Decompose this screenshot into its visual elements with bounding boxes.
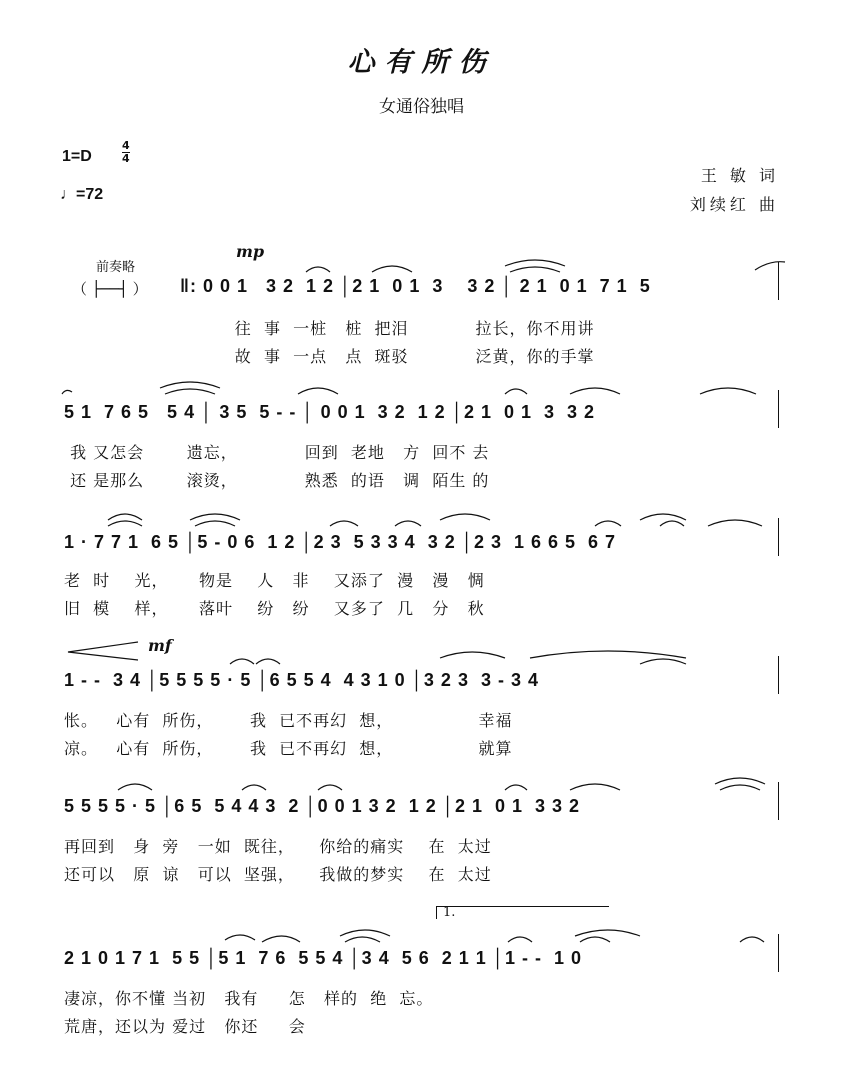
lyrics-verse1-line-4: 怅。 心有 所伤， 我 已不再幻 想， 幸福 <box>64 711 513 730</box>
barline <box>778 390 779 428</box>
lyricist-credit: 王 敏 词 <box>700 166 779 185</box>
lyrics-verse2-line-4: 凉。 心有 所伤， 我 已不再幻 想， 就算 <box>64 739 513 758</box>
notes-line-1: ‖: 0 0 1 3 2 1 2 │2 1 0 1 3 3 2 │ 2 1 0 1 7 1 5 <box>180 276 657 296</box>
lyrics-verse2-line-1: 故 事 一点 点 斑驳 泛黄，你的手掌 <box>180 347 595 366</box>
notes-line-2: 5 1 7 6 5 5 4 │ 3 5 5 - - │ 0 0 1 3 2 1 2 │2 1 0 1 3 3 2 <box>64 402 596 422</box>
volta-bracket <box>436 906 609 919</box>
time-signature-top: 4 <box>122 139 130 152</box>
notes-line-3: 1 · 7 7 1 6 5 │5 - 0 6 1 2 │2 3 5 3 3 4 3 2 │2 3 1 6 6 5 6 7 <box>64 532 617 552</box>
lyrics-verse1-line-6: 凄凉，你不懂 当初 我有 怎 样的 绝 忘。 <box>64 989 434 1008</box>
time-signature-bottom: 4 <box>122 152 130 165</box>
song-title: 心有所伤 <box>347 47 496 78</box>
lyrics-verse1-line-2: 我 又怎会 遗忘， 回到 老地 方 回不 去 <box>64 443 490 462</box>
dynamic-mf: mf <box>148 636 172 655</box>
lyrics-verse2-line-6: 荒唐，还以为 爱过 你还 会 <box>64 1017 306 1036</box>
prelude-symbol: （ ├──┤ ） <box>72 280 148 298</box>
barline <box>778 518 779 556</box>
notes-line-4: 1 - - 3 4 │5 5 5 5 · 5 │6 5 5 4 4 3 1 0 │3 2 3 3 - 3 4 <box>64 670 539 690</box>
lyrics-verse1-line-1: 往 事 一桩 桩 把泪 拉长，你不用讲 <box>180 319 595 338</box>
lyrics-verse2-line-5: 还可以 原 谅 可以 坚强， 我做的梦实 在 太过 <box>64 865 492 884</box>
barline <box>778 934 779 972</box>
notes-line-5: 5 5 5 5 · 5 │6 5 5 4 4 3 2 │0 0 1 3 2 1 2 │2 1 0 1 3 3 2 <box>64 796 581 816</box>
barline <box>778 262 779 300</box>
volta-label: 1. <box>443 905 456 920</box>
barline <box>778 656 779 694</box>
lyrics-verse1-line-3: 老 时 光， 物是 人 非 又添了 漫 漫 惆 <box>64 571 485 590</box>
song-subtitle: 女通俗独唱 <box>379 97 464 117</box>
tempo-marking: ♩=72 <box>60 186 104 203</box>
barline <box>778 782 779 820</box>
prelude-label: 前奏略 <box>96 260 136 275</box>
key-signature: 1=D <box>62 148 92 165</box>
composer-credit: 刘续红 曲 <box>689 195 779 214</box>
notes-line-6: 2 1 0 1 7 1 5 5 │5 1 7 6 5 5 4 │3 4 5 6 2 1 1 │1 - - 1 0 <box>64 948 583 968</box>
lyrics-verse2-line-3: 旧 模 样， 落叶 纷 纷 又多了 几 分 秋 <box>64 599 485 618</box>
lyrics-verse2-line-2: 还 是那么 滚烫， 熟悉 的语 调 陌生 的 <box>64 471 490 490</box>
dynamic-mp: mp <box>236 242 265 261</box>
lyrics-verse1-line-5: 再回到 身 旁 一如 既往， 你给的痛实 在 太过 <box>64 837 492 856</box>
